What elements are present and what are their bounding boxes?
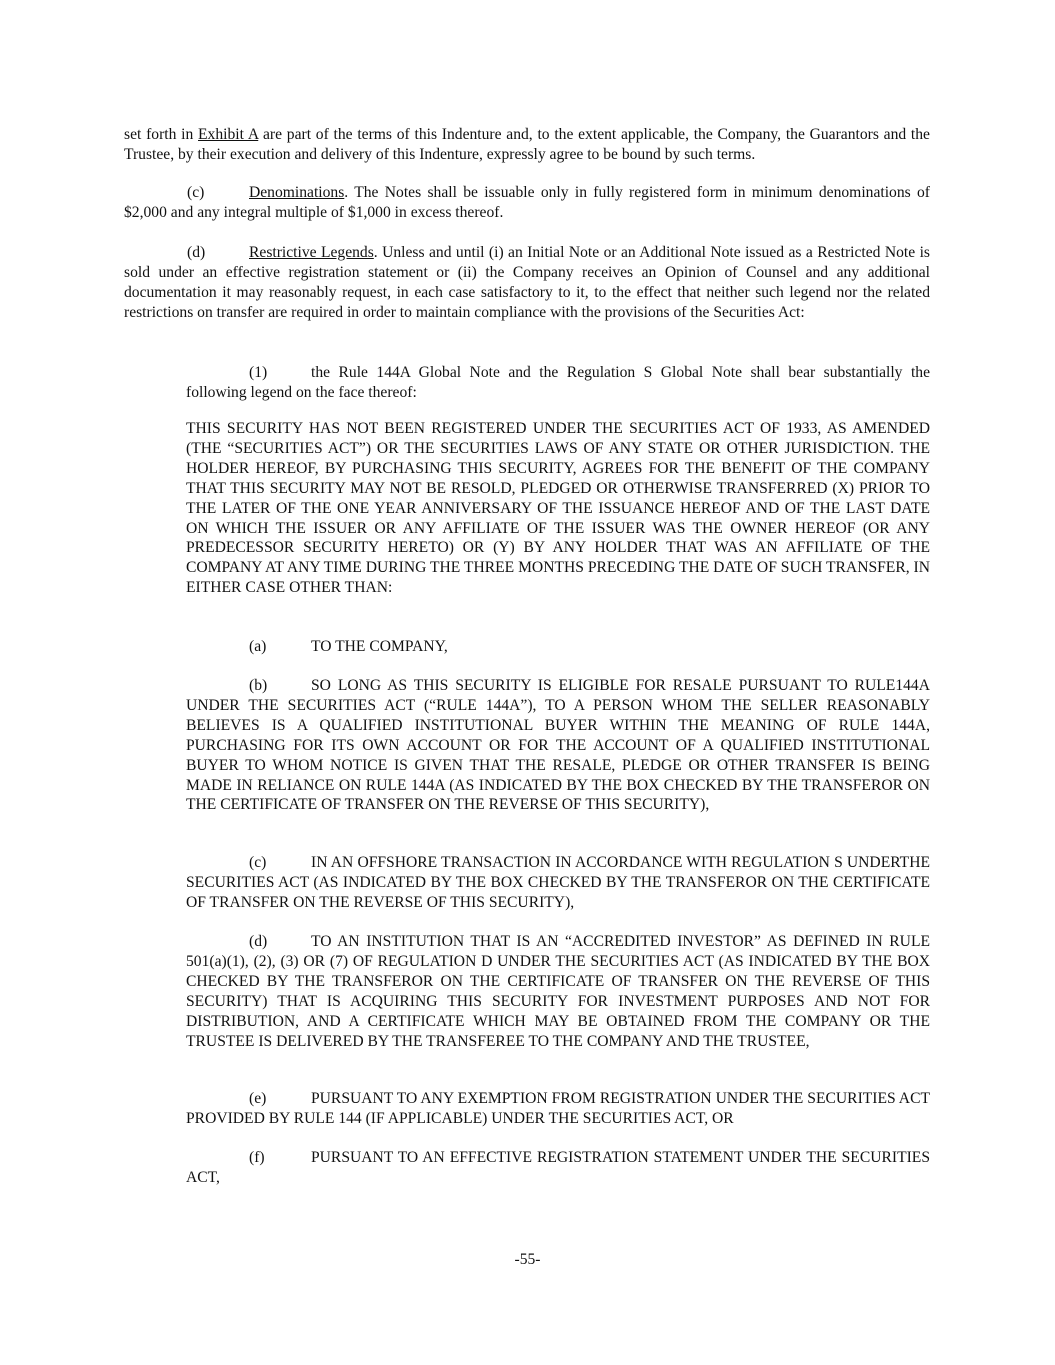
legend-item-e [186, 1089, 930, 1129]
restrictive-legends-heading: Restrictive Legends [249, 244, 374, 261]
paragraph-d-text: . Unless and until (i) an Initial Note or an Additional Note issued as a Restricted Note is sold under an effective registration statement or (ii) the Company receives an Opinion of Counsel and any additional documentation it may reasonably request, in each case satisfactory to it, to the effect that neither such legend nor the related restrictions on transfer are required in order to maintain compliance with the provisions of the Securities Act: [124, 244, 930, 321]
legend-item-text: TO THE COMPANY, [311, 638, 448, 655]
paragraph-c-label: (c) [187, 184, 205, 201]
legend-item-label: (c) [249, 854, 267, 871]
legend-item-text: PURSUANT TO ANY EXEMPTION FROM REGISTRATION UNDER THE SECURITIES ACT PROVIDED BY RULE 144 (IF APPLICABLE) UNDER THE SECURITIES ACT, OR [186, 1090, 930, 1127]
paragraph-d-label: (d) [187, 244, 206, 261]
paragraph-d-restrictive-legends [124, 243, 930, 323]
legend-item-a [186, 637, 930, 657]
legend-item-text: IN AN OFFSHORE TRANSACTION IN ACCORDANCE WITH REGULATION S UNDERTHE SECURITIES ACT (AS INDICATED BY THE BOX CHECKED BY THE TRANSFEROR ON THE CERTIFICATE OF TRANSFER ON THE REVERSE OF THIS SECURITY), [186, 854, 930, 911]
paragraph-c-text: . The Notes shall be issuable only in fully registered form in minimum denominations of $2,000 and any integral multiple of $1,000 in excess thereof. [124, 184, 930, 221]
legend-item-label: (e) [249, 1090, 267, 1107]
subparagraph-1-text: the Rule 144A Global Note and the Regulation S Global Note shall bear substantially the following legend on the face thereof: [186, 364, 930, 401]
legend-item-text: PURSUANT TO AN EFFECTIVE REGISTRATION STATEMENT UNDER THE SECURITIES ACT, [186, 1149, 930, 1186]
legend-item-label: (f) [249, 1149, 265, 1166]
intro-text-end: are part of the terms of this Indenture and, to the extent applicable, the Company, the Guarantors and the Trustee, by their execution and delivery of this Indenture, expressly agree to be bound by such terms. [124, 126, 930, 163]
intro-text-start: set forth in [124, 126, 199, 143]
subparagraph-1-label: (1) [249, 364, 268, 381]
legend-item-d [186, 932, 930, 1051]
denominations-heading: Denominations [249, 184, 345, 201]
legend-item-text: TO AN INSTITUTION THAT IS AN “ACCREDITED INVESTOR” AS DEFINED IN RULE 501(a)(1), (2), (3) OR (7) OF REGULATION D UNDER THE SECURITIES ACT (AS INDICATED BY THE BOX CHECKED BY THE TRANSFEROR ON THE CERTIFICATE OF TRANSFER ON THE REVERSE OF THIS SECURITY) THAT IS ACQUIRING THIS SECURITY FOR INVESTMENT PURPOSES AND NOT FOR DISTRIBUTION, AND A CERTIFICATE WHICH MAY BE OBTAINED FROM THE COMPANY OR THE TRUSTEE IS DELIVERED BY THE TRANSFEREE TO THE COMPANY AND THE TRUSTEE, [186, 933, 930, 1050]
legend-item-label: (b) [249, 677, 268, 694]
page-number: -55- [514, 1251, 541, 1268]
legend-item-label: (a) [249, 638, 267, 655]
legend-item-label: (d) [249, 933, 268, 950]
intro-paragraph [124, 125, 930, 165]
legend-item-c [186, 853, 930, 913]
legend-item-f [186, 1148, 930, 1188]
legend-item-b [186, 676, 930, 815]
paragraph-c-denominations [124, 183, 930, 223]
legend-text: THIS SECURITY HAS NOT BEEN REGISTERED UNDER THE SECURITIES ACT OF 1933, AS AMENDED (THE “SECURITIES ACT”) OR THE SECURITIES LAWS OF ANY STATE OR OTHER JURISDICTION. THE HOLDER HEREOF, BY PURCHASING THIS SECURITY, AGREES FOR THE BENEFIT OF THE COMPANY THAT THIS SECURITY MAY NOT BE RESOLD, PLEDGED OR OTHERWISE TRANSFERRED (X) PRIOR TO THE LATER OF THE ONE YEAR ANNIVERSARY OF THE ISSUANCE HEREOF AND OF THE LAST DATE ON WHICH THE ISSUER OR ANY AFFILIATE OF THE ISSUER WAS THE OWNER HEREOF (OR ANY PREDECESSOR SECURITY HERETO) OR (Y) BY ANY HOLDER THAT WAS AN AFFILIATE OF THE COMPANY AT ANY TIME DURING THE THREE MONTHS PRECEDING THE DATE OF SUCH TRANSFER, IN EITHER CASE OTHER THAN: [186, 420, 930, 597]
legend-item-text: SO LONG AS THIS SECURITY IS ELIGIBLE FOR RESALE PURSUANT TO RULE144A UNDER THE SECURITIES ACT (“RULE 144A”), TO A PERSON WHOM THE SELLER REASONABLY BELIEVES IS A QUALIFIED INSTITUTIONAL BUYER WITHIN THE MEANING OF RULE 144A, PURCHASING FOR ITS OWN ACCOUNT OR FOR THE ACCOUNT OF A QUALIFIED INSTITUTIONAL BUYER TO WHOM NOTICE IS GIVEN THAT THE RESALE, PLEDGE OR OTHER TRANSFER IS BEING MADE IN RELIANCE ON RULE 144A (AS INDICATED BY THE BOX CHECKED BY THE TRANSFEROR ON THE CERTIFICATE OF TRANSFER ON THE REVERSE OF THIS SECURITY), [186, 677, 930, 814]
exhibit-a-reference: Exhibit A [198, 126, 259, 143]
subparagraph-1 [186, 363, 930, 403]
